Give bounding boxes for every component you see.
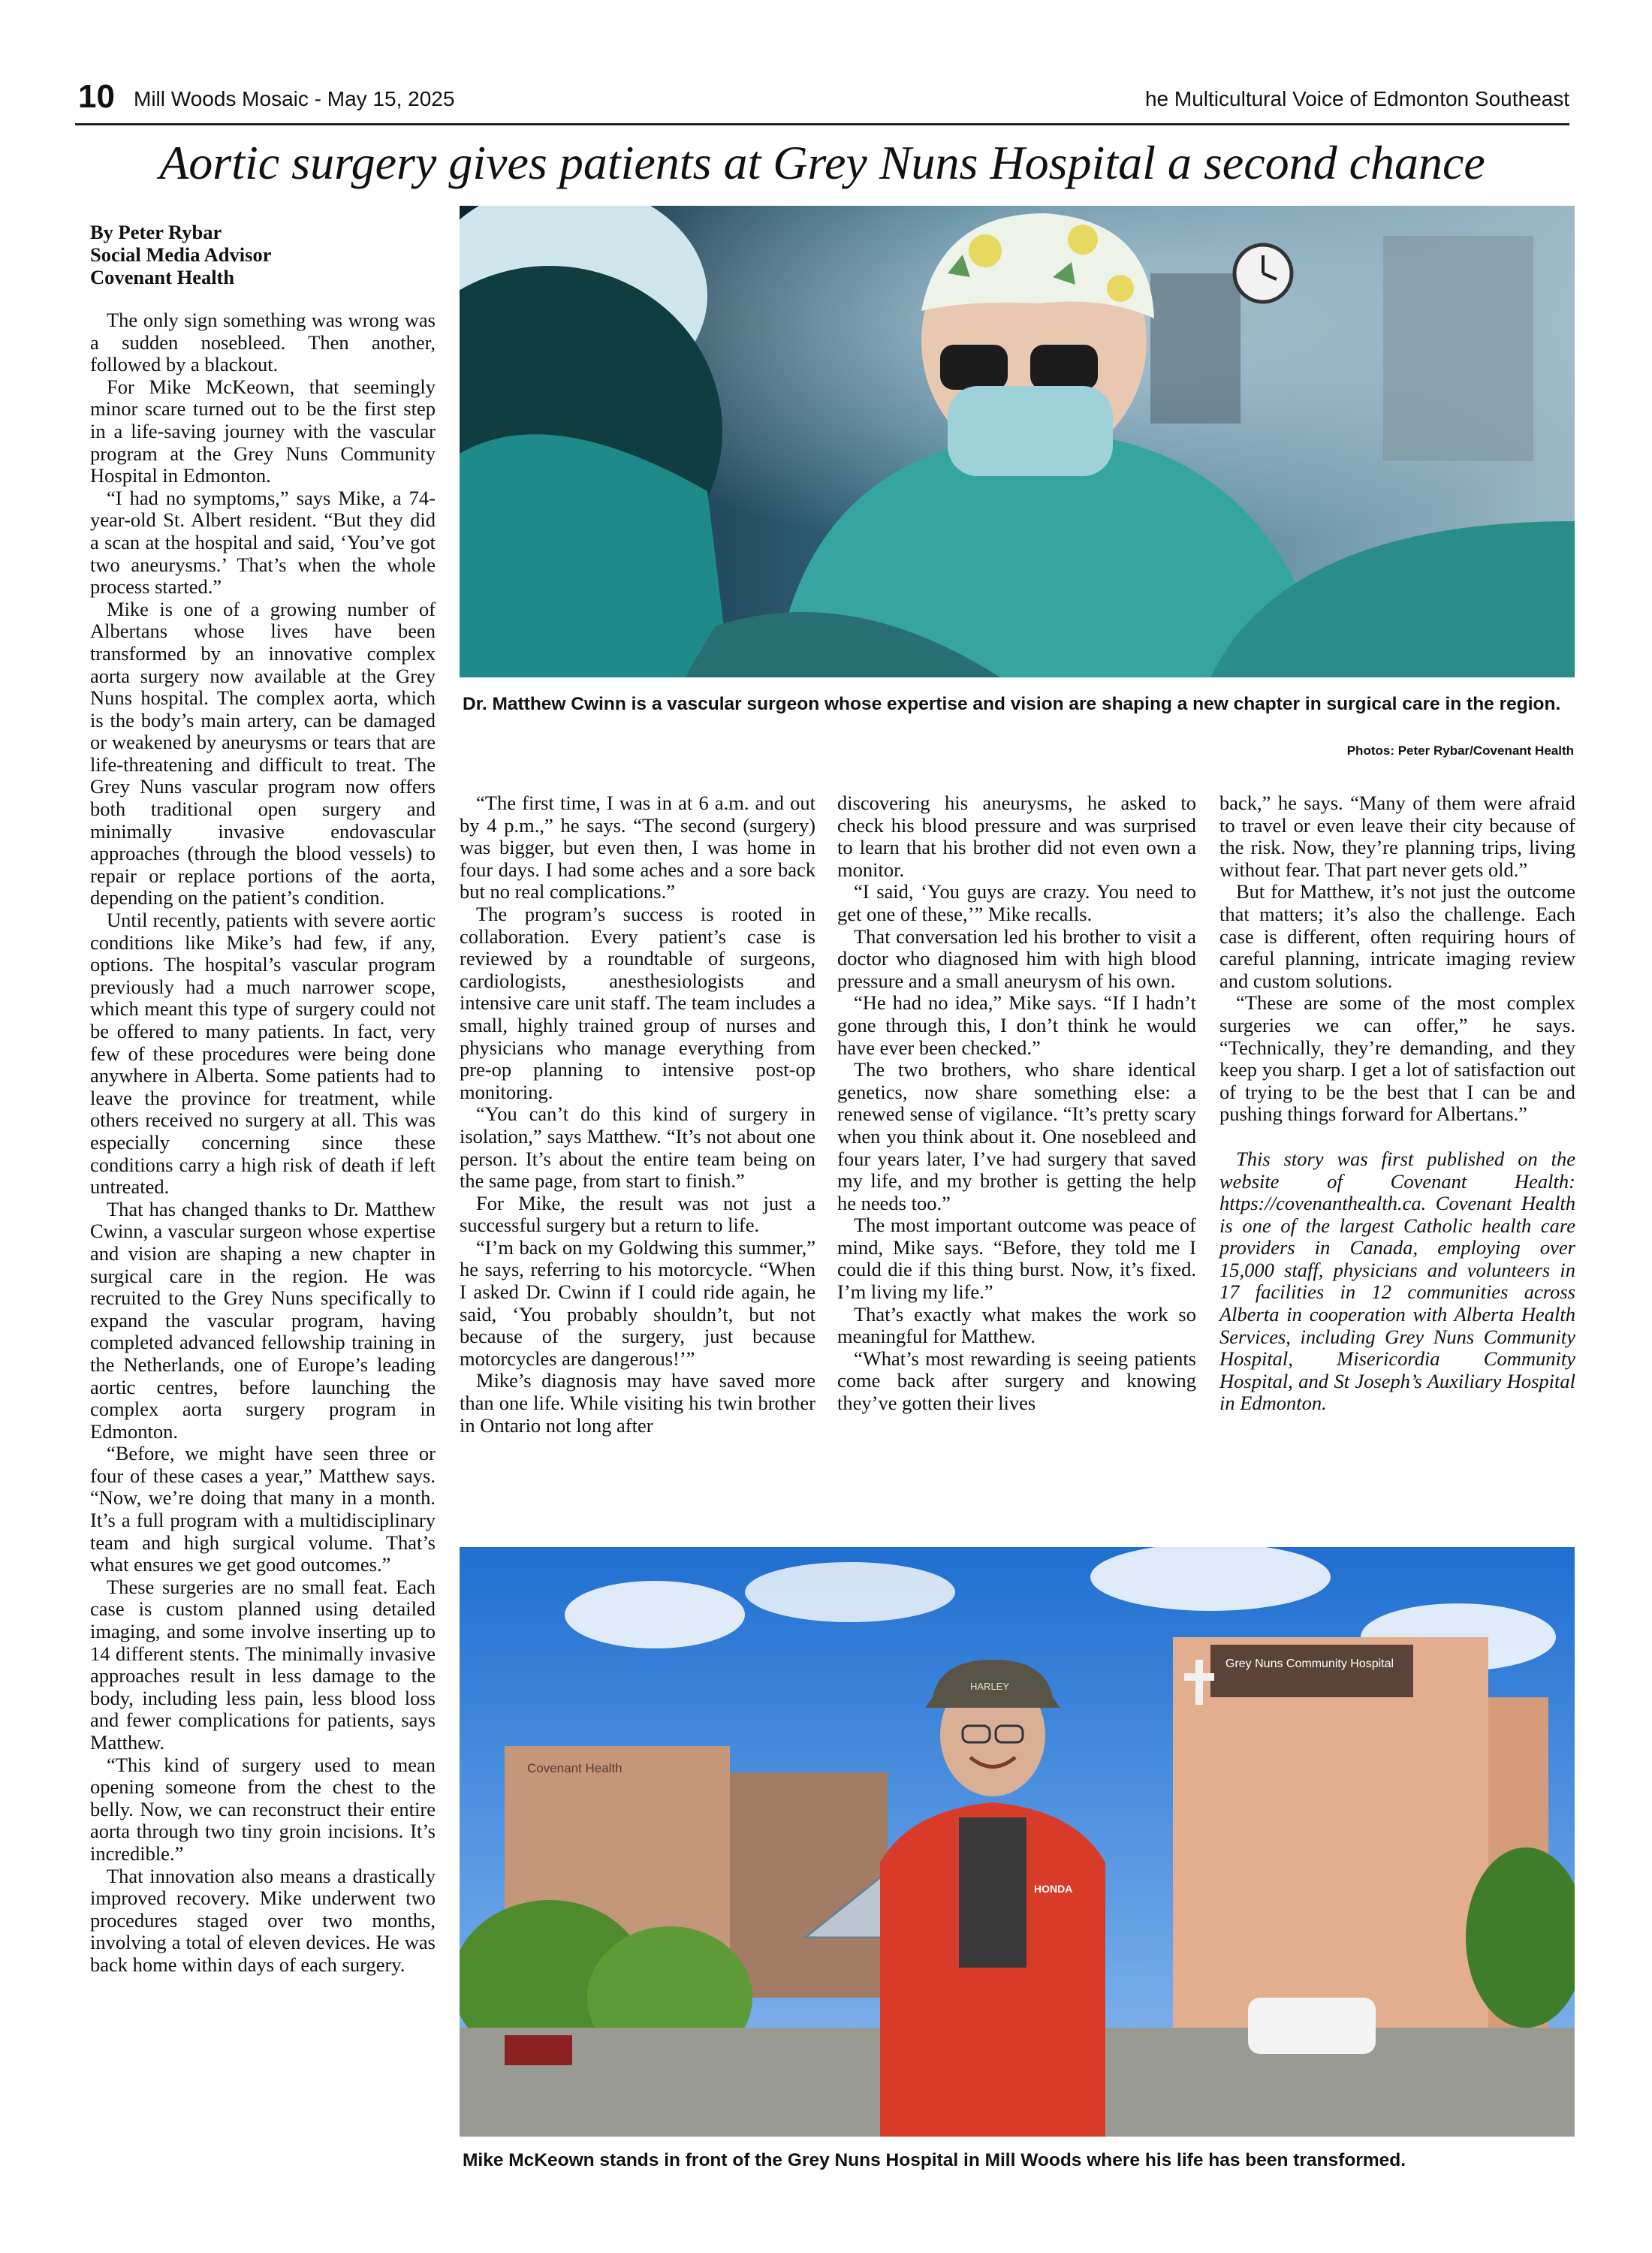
paragraph: The only sign something was wrong was a sudden nosebleed. Then another, followed by a blackout. [90,309,436,376]
paragraph: That conversation led his brother to visit a doctor who diagnosed him with high blood pressure and a small aneurysm of his own. [837,924,1196,992]
paragraph: “I’m back on my Goldwing this summer,” he says, referring to his motorcycle. “When I asked Dr. Cwinn if I could ride again, he said, ‘You probably shouldn’t, but not because of the surgery, just because motorcycles are dangerous!’” [460,1235,815,1370]
paragraph: “What’s most rewarding is seeing patients come back after surgery and knowing they’ve gotten their lives [837,1347,1196,1415]
paragraph: “He had no idea,” Mike says. “If I hadn’t gone through this, I don’t think he would have ever been checked.” [837,991,1196,1059]
paragraph: But for Matthew, it’s not just the outcome that matters; it’s also the challenge. Each case is different, often requiring hours of careful planning, intricate imaging review and custom solutions. [1219,880,1575,992]
surgery-photo [460,206,1575,677]
headline: Aortic surgery gives patients at Grey Nuns Hospital a second chance [159,136,1485,189]
paragraph: “I said, ‘You guys are crazy. You need to get one of these,’” Mike recalls. [837,880,1196,925]
paragraph: “These are some of the most complex surgeries we can offer,” he says. “Technically, they’re demanding, and they keep you sharp. I get a lot of satisfaction out of trying to be the best that I can be and pushing things forward for Albertans.” [1219,991,1575,1126]
article-column-1 [90,309,436,1977]
paragraph: That has changed thanks to Dr. Matthew Cwinn, a vascular surgeon whose expertise and vision are shaping a new chapter in surgical care in the region. He was recruited to the Grey Nuns specifically to expand the vascular program, having completed advanced fellowship training in the Netherlands, one of Europe’s leading aortic centres, before launching the complex aorta surgery program in Edmonton. [90,1197,436,1443]
publication-tagline: he Multicultural Voice of Edmonton Southeast [1144,87,1569,110]
byline-role: Social Media Advisor [90,243,272,266]
cross-icon [1184,1673,1214,1681]
byline-author: By Peter Rybar [90,221,222,243]
paragraph: Mike is one of a growing number of Albertans whose lives have been transformed by an innovative complex aorta surgery now available at the Grey Nuns hospital. The complex aorta, which is the body’s main artery, can be damaged or weakened by aneurysms or tears that are life-threatening and difficult to treat. The Grey Nuns vascular program now offers both traditional open surgery and minimally invasive endovascular approaches (through the blood vessels) to repair or replace portions of the aorta, depending on the patient’s condition. [90,597,436,909]
paragraph: The most important outcome was peace of mind, Mike says. “Before, they told me I could die if this thing burst. Now, it’s fixed. I’m living my life.” [837,1214,1196,1304]
photo-credit: Photos: Peter Rybar/Covenant Health [1346,743,1574,758]
paragraph: These surgeries are no small feat. Each case is custom planned using detailed imaging, and some involve inserting up to 14 different stents. The minimally invasive approaches result in less damage to the body, including less pain, less blood loss and fewer complications for patients, says Matthew. [90,1575,436,1754]
paragraph: back,” he says. “Many of them were afraid to travel or even leave their city because of the risk. Now, they’re planning trips, living without fear. That part never gets old.” [1219,792,1575,881]
paragraph: “I had no symptoms,” says Mike, a 74-year-old St. Albert resident. “But they did a scan at the hospital and said, ‘You’ve got two aneurysms.’ That’s when the whole process started.” [90,486,436,599]
paragraph: That’s exactly what makes the work so meaningful for Matthew. [837,1302,1196,1348]
publication-note [1219,1148,1575,1415]
paragraph: Until recently, patients with severe aortic conditions like Mike’s had few, if any, options. The hospital’s vascular program previously had a much narrower scope, which meant this type of surgery could not be offered to many patients. In fact, very few of these procedures were being done anywhere in Alberta. Some patients had to leave the province for treatment, while others received no surgery at all. This was especially concerning since these conditions carry a high risk of death if left untreated. [90,909,436,1199]
paragraph: For Mike McKeown, that seemingly minor scare turned out to be the first step in a life-saving journey with the vascular program at the Grey Nuns Community Hospital in Edmonton. [90,375,436,487]
page-number: 10 [78,78,115,115]
paragraph: “This kind of surgery used to mean opening someone from the chest to the belly. Now, we can reconstruct their entire aorta through two tiny groin incisions. It’s incredible.” [90,1753,436,1865]
covenant-health-sign: Covenant Health [527,1761,623,1775]
paragraph: That innovation also means a drastically improved recovery. Mike underwent two procedures staged over two months, involving a total of eleven devices. He was back home within days of each surgery. [90,1864,436,1976]
paragraph: Mike’s diagnosis may have saved more than one life. While visiting his twin brother in Ontario not long after [460,1369,815,1437]
cap-logo: HARLEY [970,1681,1010,1692]
grey-nuns-sign: Grey Nuns Community Hospital [1225,1657,1394,1670]
paragraph: For Mike, the result was not just a successful surgery but a return to life. [460,1191,815,1237]
byline [90,221,436,288]
article-column-2 [460,792,815,1437]
byline-org: Covenant Health [90,266,235,288]
surgery-illustration [460,206,1575,677]
note-text: This story was first published on the website of Covenant Health: https://covenanthealth.ca. Covenant Health is one of the largest Catholic health care providers in Canada, employing over 15,000 staff, physicians and volunteers in 17 facilities in 12 communities across Alberta in cooperation with Alberta Health Services, including Grey Nuns Community Hospital, Misericordia Community Hospital, and St Joseph’s Auxiliary Hospital in Edmonton. [1219,1147,1575,1415]
paragraph: The program’s success is rooted in collaboration. Every patient’s case is reviewed by a roundtable of surgeons, cardiologists, anesthesiologists and intensive care unit staff. The team includes a small, highly trained group of nurses and physicians who manage everything from pre-op planning to intensive post-op monitoring. [460,902,815,1103]
article-column-4 [1219,792,1575,1415]
article-column-3 [837,792,1196,1415]
hospital-photo-caption: Mike McKeown stands in front of the Grey Nuns Hospital in Mill Woods where his life has been transformed. [463,2150,1406,2170]
paragraph: discovering his aneurysms, he asked to check his blood pressure and was surprised to learn that his brother did not even own a monitor. [837,792,1196,881]
surgery-photo-caption: Dr. Matthew Cwinn is a vascular surgeon whose expertise and vision are shaping a new chapter in surgical care in the region. [463,694,1561,714]
publication-date: Mill Woods Mosaic - May 15, 2025 [134,87,455,110]
page-header [75,78,1569,125]
jacket-logo: HONDA [1034,1883,1073,1895]
paragraph: The two brothers, who share identical genetics, now share something else: a renewed sense of vigilance. “It’s pretty scary when you think about it. One nosebleed and four years later, I’ve had surgery that saved my life, and my brother is getting the help he needs too.” [837,1058,1196,1214]
paragraph: “The first time, I was in at 6 a.m. and out by 4 p.m.,” he says. “The second (surgery) was bigger, but even then, I was home in four days. I had some aches and a sore back but no real complications.” [460,792,815,903]
paragraph: “Before, we might have seen three or four of these cases a year,” Matthew says. “Now, we’re doing that many in a month. It’s a full program with a multidisciplinary team and high surgical volume. That’s what ensures we get good outcomes.” [90,1442,436,1576]
hospital-illustration [460,1547,1575,2137]
paragraph: “You can’t do this kind of surgery in isolation,” says Matthew. “It’s not about one person. It’s about the entire team being on the same page, from start to finish.” [460,1102,815,1193]
hospital-photo [460,1547,1575,2137]
